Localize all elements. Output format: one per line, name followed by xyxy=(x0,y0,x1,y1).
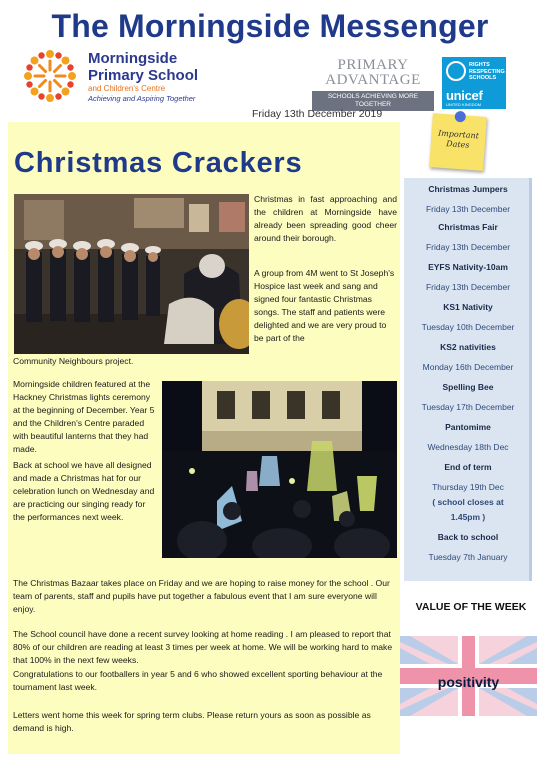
unicef-wordmark: unicef xyxy=(446,88,483,103)
event-date-note: 1.45pm ) xyxy=(450,512,486,522)
article-paragraph-2: A group from 4M went to St Joseph's Hospice last week and sang and signed four fantastic Christmas songs. The staff and patients were delighted and we are very proud to be part of the xyxy=(254,268,395,344)
school-logo-text xyxy=(88,51,198,103)
pushpin-icon xyxy=(454,111,466,123)
event-name: Spelling Bee xyxy=(442,382,494,392)
primary-advantage-logo xyxy=(312,57,434,108)
event-date-note: ( school closes at xyxy=(432,497,504,507)
article-paragraph-2-end: Community Neighbours project. xyxy=(13,356,134,366)
article-paragraph-4: Back at school we have all designed and made a Christmas hat for our celebration lunch on Wednesday and are practicing our singing ready for the performances next week. xyxy=(13,460,155,523)
school-name-line1: Morningside xyxy=(88,50,178,67)
rights-respecting-text: RIGHTS RESPECTING SCHOOLS xyxy=(469,62,505,81)
article-paragraph-5: The Christmas Bazaar takes place on Friday and we are hoping to raise money for the school . Our team of parents, staff and pupils have put together a fabulous event that I am sure everyone will enjoy. xyxy=(13,578,390,615)
event-date: Friday 13th December xyxy=(425,242,511,252)
rights-respecting-badge-icon xyxy=(446,61,466,81)
event-name: Christmas Fair xyxy=(438,222,498,232)
event-name: KS1 Nativity xyxy=(443,302,493,312)
value-of-week-word: positivity xyxy=(437,674,500,690)
event-date: Tuesday 7th January xyxy=(428,552,508,562)
primary-advantage-tagline: SCHOOLS ACHIEVING MORE TOGETHER xyxy=(312,91,434,111)
important-dates-note xyxy=(429,113,487,171)
article-paragraph-8: Letters went home this week for spring term clubs. Please return yours as soon as possible as demand is high. xyxy=(13,710,371,734)
event-name: EYFS Nativity-10am xyxy=(428,262,508,272)
event-date: Friday 13th December xyxy=(425,282,511,292)
newsletter-title: The Morningside Messenger xyxy=(51,8,489,44)
school-name-line2: Primary School xyxy=(88,66,199,84)
event-date: Wednesday 18th Dec xyxy=(427,442,509,452)
event-name: Pantomime xyxy=(445,422,491,432)
article-paragraph-7: Congratulations to our footballers in year 5 and 6 who showed excellent sporting behaviour at the tournament last week. xyxy=(13,669,383,693)
unicef-uk-text: UNITED KINGDOM xyxy=(446,102,482,107)
event-date: Tuesday 17th December xyxy=(421,402,515,412)
event-date: Monday 16th December xyxy=(422,362,514,372)
unicef-rights-respecting-logo xyxy=(442,57,506,109)
issue-date: Friday 13th December 2019 xyxy=(252,108,383,120)
article-headline: Christmas Crackers xyxy=(14,147,303,179)
article-paragraph-3: Morningside children featured at the Hackney Christmas lights ceremony at the beginning of December. Year 5 and the Children's Centre paraded with beautiful lanterns that they had made. xyxy=(13,379,155,455)
event-date: Friday 13th December xyxy=(425,204,511,214)
event-name: KS2 nativities xyxy=(440,342,496,352)
article-paragraph-6: The School council have done a recent survey looking at home reading . I am pleased to report that 80% of our children are reading at least 3 times per week at home. We will be working hard to make that 100% in the next few weeks. xyxy=(13,629,393,666)
event-name: End of term xyxy=(444,462,492,472)
school-motto: Achieving and Aspiring Together xyxy=(88,93,196,103)
event-name: Christmas Jumpers xyxy=(428,184,508,194)
value-of-week-label: VALUE OF THE WEEK xyxy=(415,601,527,613)
important-dates-label: Important Dates xyxy=(437,128,480,150)
lantern-parade-photo xyxy=(162,381,397,558)
event-date: Tuesday 10th December xyxy=(421,322,515,332)
primary-advantage-title: PRIMARY ADVANTAGE xyxy=(325,57,421,88)
event-date: Thursday 19th Dec xyxy=(432,482,504,492)
event-name: Back to school xyxy=(437,532,499,542)
article-paragraph-1: Christmas in fast approaching and the children at Morningside have already been spreading good cheer around their borough. xyxy=(254,194,397,244)
school-sunburst-logo-icon xyxy=(20,46,80,106)
school-name-line3: and Children's Centre xyxy=(88,84,166,93)
hospice-singing-photo xyxy=(14,194,249,354)
